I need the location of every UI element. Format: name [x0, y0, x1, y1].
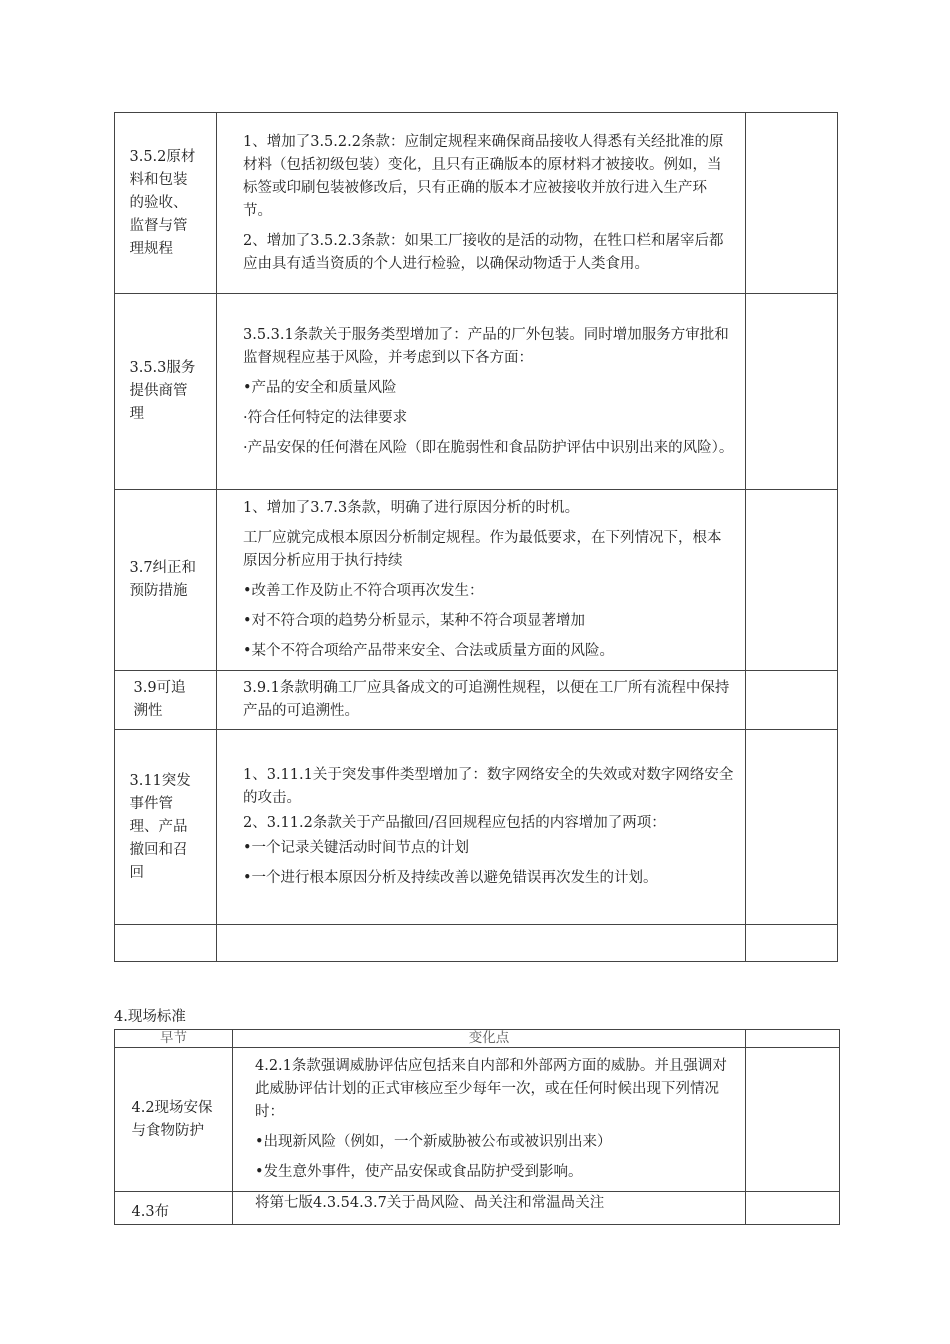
- change-paragraph: 2、增加了3.5.2.3条款：如果工厂接收的是活的动物，在牲口栏和屠宰后都应由具有适当资质的个人进行检验，以确保动物适于人类食用。: [243, 232, 724, 272]
- column-header: 早节: [115, 1030, 233, 1048]
- change-cell: [233, 1048, 746, 1192]
- change-cell: [217, 490, 746, 671]
- section-label: 3.5.3服务提供商管理: [129, 360, 196, 422]
- section-label: 4.2现场安保与食物防护: [131, 1099, 213, 1139]
- empty-cell: [746, 294, 838, 490]
- table-row: [115, 925, 838, 962]
- change-paragraph: 3.5.3.1条款关于服务类型增加了：产品的厂外包装。同时增加服务方审批和监督规程应基于风险，并考虑到以下各方面：: [243, 326, 729, 366]
- section-cell: [115, 730, 217, 925]
- empty-cell: [746, 113, 838, 294]
- table-header-row: [115, 1030, 840, 1048]
- section-cell: [115, 671, 217, 730]
- section-cell: [115, 294, 217, 490]
- table-row: [115, 490, 838, 671]
- section-label: 4.3布: [131, 1204, 170, 1220]
- change-paragraph: 1、3.11.1关于突发事件类型增加了：数字网络安全的失效或对数字网络安全的攻击。: [243, 767, 734, 806]
- section-heading: 4.现场标准: [114, 1009, 186, 1025]
- table-row: [115, 1192, 840, 1225]
- section-label: 3.11突发事件管理、产品撤回和召回: [129, 772, 191, 881]
- section-cell: [115, 113, 217, 294]
- empty-cell: [746, 925, 838, 962]
- empty-cell: [746, 730, 838, 925]
- table-row: [115, 730, 838, 925]
- change-cell: [217, 294, 746, 490]
- table-row: [115, 294, 838, 490]
- table-row: [115, 113, 838, 294]
- change-paragraph: •改善工作及防止不符合项再次发生：: [243, 583, 484, 599]
- changes-table-section3: [114, 112, 838, 962]
- change-cell: [217, 730, 746, 925]
- empty-cell: [746, 671, 838, 730]
- change-paragraph: •一个记录关键活动时间节点的计划: [243, 840, 470, 856]
- empty-cell: [217, 925, 746, 962]
- change-paragraph: •对不符合项的趋势分析显示，某种不符合项显著增加: [243, 613, 586, 629]
- section-cell: [115, 1048, 233, 1192]
- section-cell: [115, 490, 217, 671]
- empty-cell: [115, 925, 217, 962]
- change-paragraph: •某个不符合项给产品带来安全、合法或质量方面的风险。: [243, 643, 615, 659]
- change-cell: [233, 1192, 746, 1225]
- column-header: 变化点: [233, 1030, 746, 1048]
- change-paragraph: 3.9.1条款明确工厂应具备成文的可追溯性规程，以便在工厂所有流程中保持产品的可追溯性。: [243, 680, 730, 719]
- section-label: 3.9可追溯性: [133, 680, 186, 719]
- empty-cell: [746, 1192, 840, 1225]
- change-paragraph: •发生意外事件，使产品安保或食品防护受到影响。: [255, 1164, 583, 1180]
- change-cell: [217, 113, 746, 294]
- empty-cell: [746, 1048, 840, 1192]
- empty-cell: [746, 490, 838, 671]
- change-paragraph: 将第七版4.3.54.3.7关于咼风险、咼关注和常温咼关注: [255, 1195, 605, 1211]
- change-cell: [217, 671, 746, 730]
- change-paragraph: 工厂应就完成根本原因分析制定规程。作为最低要求，在下列情况下，根本原因分析应用于执行持续: [243, 530, 722, 569]
- change-paragraph: •产品的安全和质量风险: [243, 379, 397, 396]
- change-paragraph: •出现新风险（例如，一个新威胁被公布或被识别出来）: [255, 1134, 612, 1150]
- empty-cell: [746, 1030, 840, 1048]
- section-label: 3.5.2原材料和包装的验收、监督与管理规程: [129, 148, 196, 257]
- changes-table-section4: [114, 1029, 840, 1225]
- change-paragraph: 1、增加了3.5.2.2条款：应制定规程来确保商品接收人得悉有关经批准的原材料（包括初级包装）变化，且只有正确版本的原材料才被接收。例如，当标签或印刷包装被修改后，只有正确的版本才应被接收并放行进入生产环节。: [243, 133, 724, 219]
- change-paragraph: 1、增加了3.7.3条款，明确了进行原因分析的时机。: [243, 500, 580, 516]
- change-paragraph: 2、3.11.2条款关于产品撤回/召回规程应包括的内容增加了两项：: [243, 815, 666, 831]
- section-cell: [115, 1192, 233, 1225]
- change-paragraph: ·产品安保的任何潜在风险（即在脆弱性和食品防护评估中识别出来的风险）。: [243, 439, 734, 456]
- section-label: 3.7纠正和预防措施: [129, 560, 197, 599]
- change-paragraph: 4.2.1条款强调威胁评估应包括来自内部和外部两方面的威胁。并且强调对此威胁评估计划的正式审核应至少每年一次，或在任何时候出现下列情况时：: [255, 1058, 727, 1120]
- change-paragraph: ·符合任何特定的法律要求: [243, 409, 408, 426]
- table-row: [115, 1048, 840, 1192]
- table-row: [115, 671, 838, 730]
- change-paragraph: •一个进行根本原因分析及持续改善以避免错误再次发生的计划。: [243, 870, 658, 886]
